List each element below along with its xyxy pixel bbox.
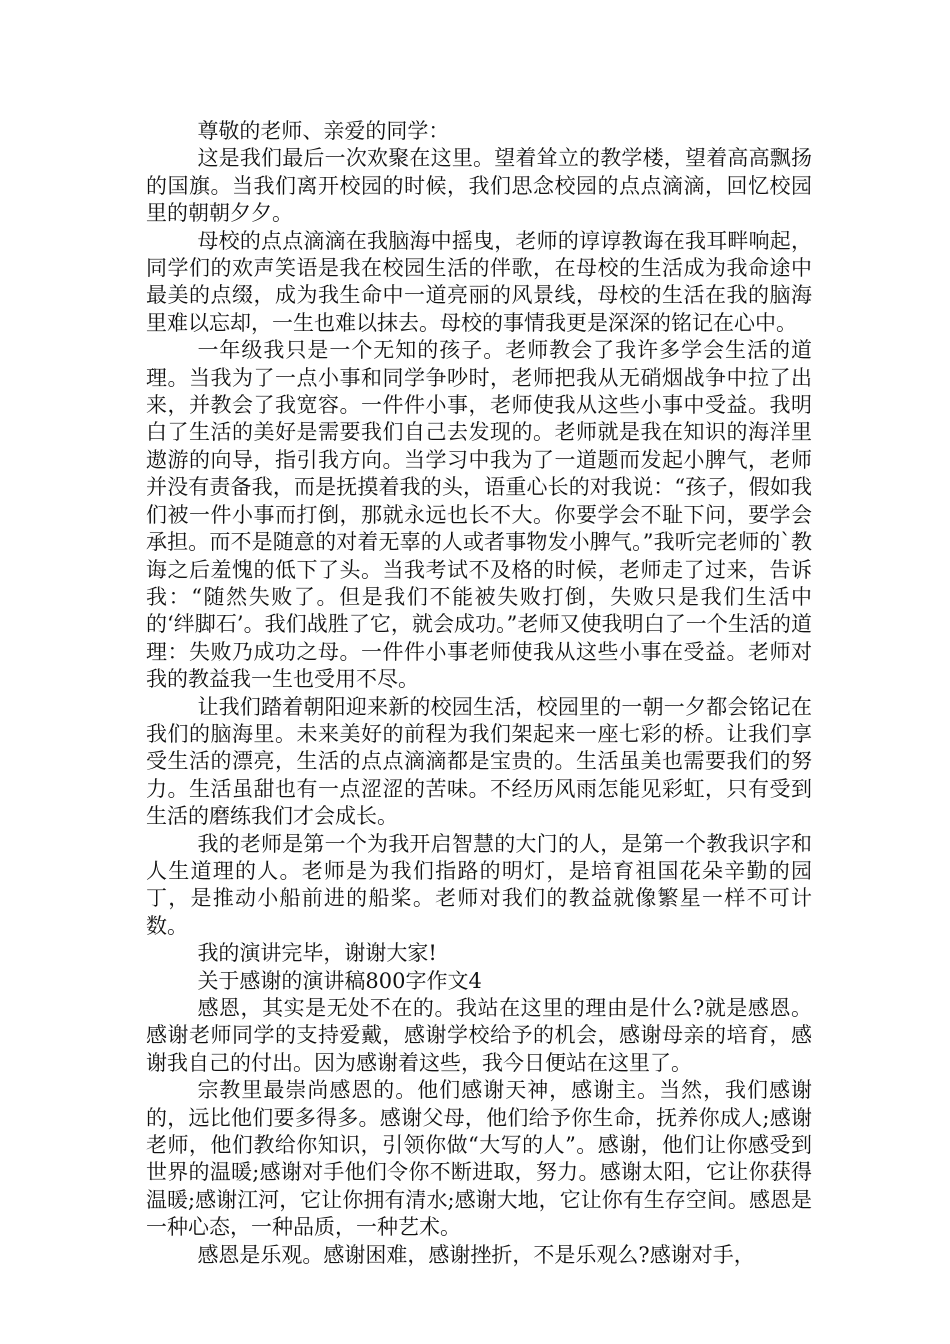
paragraph: 我的老师是第一个为我开启智慧的大门的人，是第一个教我识字和人生道理的人。老师是为我们指路的明灯，是培育祖国花朵辛勤的园丁，是推动小船前进的船桨。老师对我们的教益就像繁星一样不可计数。 <box>146 831 812 938</box>
paragraph: 感恩，其实是无处不在的。我站在这里的理由是什么?就是感恩。感谢老师同学的支持爱戴，感谢学校给予的机会，感谢母亲的培育，感谢我自己的付出。因为感谢着这些，我今日便站在这里了。 <box>146 996 812 1075</box>
closing-line: 我的演讲完毕，谢谢大家! <box>197 941 437 966</box>
paragraph: 一年级我只是一个无知的孩子。老师教会了我许多学会生活的道理。当我为了一点小事和同学争吵时，老师把我从无硝烟战争中拉了出来，并教会了我宽容。一件件小事，老师使我从这些小事中受益。我明白了生活的美好是需要我们自己去发现的。老师就是我在知识的海洋里遨游的向导，指引我方向。当学习中我为了一道题而发起小脾气，老师并没有责备我，而是抚摸着我的头，语重心长的对我说：“孩子，假如我们被一件小事而打倒，那就永远也长不大。你要学会不耻下问，要学会承担。而不是随意的对着无辜的人或者事物发小脾气。”我听完老师的`教诲之后羞愧的低下了头。当我考试不及格的时候，老师走了过来，告诉我：“随然失败了。但是我们不能被失败打倒，失败只是我们生活中的‘绊脚石’。我们战胜了它，就会成功。”老师又使我明白了一个生活的道理：失败乃成功之母。一件件小事老师使我从这些小事在受益。老师对我的教益我一生也受用不尽。 <box>146 338 812 692</box>
paragraph: 这是我们最后一次欢聚在这里。望着耸立的教学楼，望着高高飘扬的国旗。当我们离开校园的时候，我们思念校园的点点滴滴，回忆校园里的朝朝夕夕。 <box>146 146 812 226</box>
document-body <box>146 118 812 1269</box>
section-heading: 关于感谢的演讲稿800字作文4 <box>197 968 482 993</box>
paragraph: 感恩是乐观。感谢困难，感谢挫折，不是乐观么?感谢对手， <box>197 1242 755 1267</box>
paragraph: 宗教里最崇尚感恩的。他们感谢天神，感谢主。当然，我们感谢的，远比他们要多得多。感谢父母，他们给予你生命，抚养你成人;感谢老师，他们教给你知识，引领你做“大写的人”。感谢，他们让你感受到世界的温暖;感谢对手他们令你不断进取，努力。感谢太阳，它让你获得温暖;感谢江河，它让你拥有清水;感谢大地，它让你有生存空间。感恩是一种心态，一种品质，一种艺术。 <box>146 1078 812 1240</box>
paragraph: 母校的点点滴滴在我脑海中摇曳，老师的谆谆教诲在我耳畔响起，同学们的欢声笑语是我在校园生活的伴歌，在母校的生活成为我命途中最美的点缀，成为我生命中一道亮丽的风景线，母校的生活在我的脑海里难以忘却，一生也难以抹去。母校的事情我更是深深的铭记在心中。 <box>146 228 812 335</box>
salutation: 尊敬的老师、亲爱的同学： <box>197 119 450 143</box>
paragraph: 让我们踏着朝阳迎来新的校园生活，校园里的一朝一夕都会铭记在我们的脑海里。未来美好的前程为我们架起来一座七彩的桥。让我们享受生活的漂亮，生活的点点滴滴都是宝贵的。生活虽美也需要我们的努力。生活虽甜也有一点涩涩的苦味。不经历风雨怎能见彩虹，只有受到生活的磨练我们才会成长。 <box>146 694 812 829</box>
